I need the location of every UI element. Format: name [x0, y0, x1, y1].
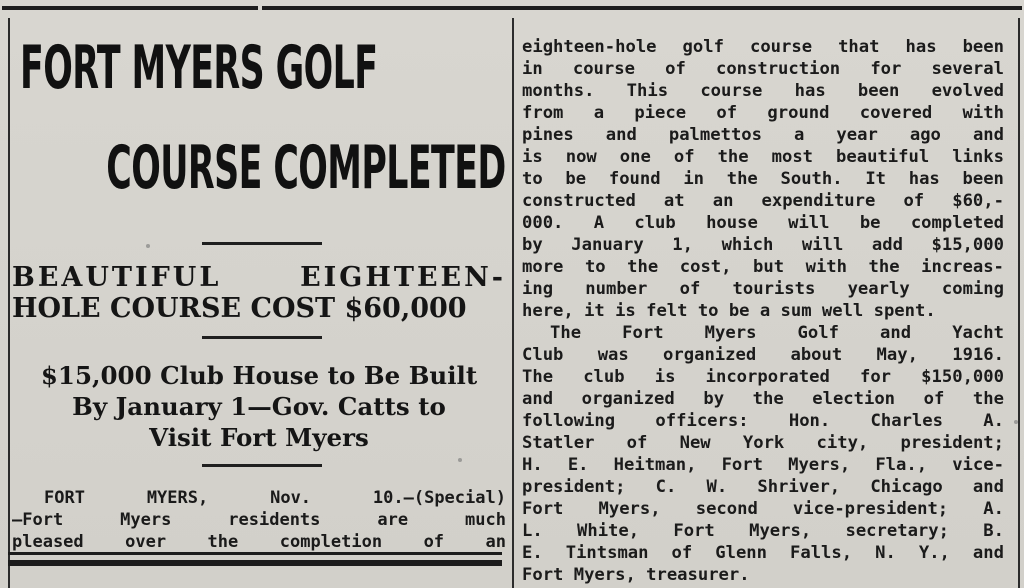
word: Y.,	[918, 543, 950, 563]
word: number	[585, 279, 648, 299]
word: and	[972, 125, 1004, 145]
word: piece	[634, 103, 687, 123]
word: Fort	[622, 323, 664, 343]
print-speck	[1014, 420, 1018, 424]
word: pleased	[12, 532, 84, 552]
word: C.	[655, 477, 677, 497]
word: are	[377, 510, 409, 530]
word: been	[962, 169, 1004, 189]
word: months.	[522, 81, 595, 101]
word: A.	[983, 499, 1004, 519]
word: Fort	[721, 455, 763, 475]
word: one	[619, 147, 651, 167]
word: The	[522, 367, 554, 387]
text-line	[522, 36, 1004, 58]
text-line	[522, 564, 1004, 586]
word: president;	[522, 477, 626, 497]
word: completed	[910, 213, 1004, 233]
word: an	[485, 532, 506, 552]
word: by	[703, 389, 725, 409]
word: palmettos	[668, 125, 762, 145]
word: Fort	[522, 565, 564, 585]
text-line	[522, 388, 1004, 410]
word: It	[865, 169, 887, 189]
word: Glenn	[715, 543, 767, 563]
top-rule-right	[262, 6, 1022, 10]
word: was	[597, 345, 629, 365]
word: of	[716, 103, 738, 123]
word: treasurer.	[646, 565, 750, 585]
text-line	[522, 410, 1004, 432]
word: cost,	[679, 257, 732, 277]
word: president;	[900, 433, 1004, 453]
word: a	[593, 103, 605, 123]
text-line	[522, 520, 1004, 542]
word: Charles	[870, 411, 943, 431]
word: has	[794, 81, 826, 101]
word: ground	[767, 103, 830, 123]
left-column	[12, 20, 506, 588]
word: following	[522, 411, 616, 431]
word: beautiful	[836, 147, 930, 167]
word: the	[972, 389, 1004, 409]
text-line	[522, 366, 1004, 388]
word: Yacht	[952, 323, 1004, 343]
column-divider	[512, 18, 514, 588]
word: Club	[522, 345, 564, 365]
word: covered	[859, 103, 933, 123]
word: vice-	[952, 455, 1004, 475]
word: course	[572, 59, 635, 79]
word: increas-	[921, 257, 1004, 277]
word: and	[880, 323, 912, 343]
word: to	[522, 169, 543, 189]
word: in	[683, 169, 705, 189]
word: much	[465, 510, 506, 530]
word: will	[788, 213, 830, 233]
word: has	[908, 169, 940, 189]
word: been	[962, 37, 1004, 57]
word: Shriver,	[757, 477, 841, 497]
word: Tintsman	[565, 543, 649, 563]
word: residents	[228, 510, 321, 530]
word: Hon.	[788, 411, 831, 431]
word: B.	[983, 521, 1004, 541]
word: be	[859, 213, 881, 233]
word: spent.	[873, 301, 936, 321]
word: most	[771, 147, 814, 167]
word: E.	[522, 543, 543, 563]
deck-line: HOLE COURSE COST $60,000	[12, 293, 467, 324]
deck-divider	[202, 336, 322, 339]
word: constructed	[522, 191, 636, 211]
word: from	[522, 103, 564, 123]
deck-line: $15,000 Club House to Be Built	[40, 361, 478, 390]
word: and	[972, 543, 1004, 563]
deck-divider	[202, 464, 322, 467]
text-line	[522, 190, 1004, 212]
word: of	[903, 191, 925, 211]
word: H.	[522, 455, 543, 475]
word: at	[663, 191, 685, 211]
word: vice-president;	[792, 499, 949, 519]
word: 000.	[522, 213, 564, 233]
word: incorporated	[705, 367, 830, 387]
text-line	[12, 487, 506, 509]
word: White,	[577, 521, 640, 541]
text-line	[522, 432, 1004, 454]
text-line	[522, 498, 1004, 520]
word: and	[605, 125, 637, 145]
bottom-rule	[8, 552, 502, 555]
word: A	[593, 213, 605, 233]
deck-word: BEAUTIFUL	[12, 262, 222, 293]
word: L.	[522, 521, 543, 541]
word: but	[753, 257, 785, 277]
word: with	[805, 257, 848, 277]
word: an	[712, 191, 734, 211]
word: Heitman,	[613, 455, 697, 475]
word: This	[626, 81, 669, 101]
article-lead	[12, 487, 506, 553]
text-line	[522, 344, 1004, 366]
word: Statler	[522, 433, 595, 453]
word: Myers	[120, 510, 172, 530]
text-line	[522, 300, 1004, 322]
word: officers:	[655, 411, 749, 431]
word: house	[706, 213, 758, 233]
word: ago	[909, 125, 941, 145]
text-line	[522, 58, 1004, 80]
word: been	[857, 81, 900, 101]
word: tourists	[732, 279, 816, 299]
word: golf	[682, 37, 724, 57]
text-line	[522, 80, 1004, 102]
word: the	[752, 389, 784, 409]
deck-word: EIGHTEEN-	[300, 262, 506, 293]
word: of	[626, 433, 648, 453]
word: which	[721, 235, 774, 255]
word: Fort	[522, 499, 564, 519]
subheadline-deck-1	[12, 262, 506, 324]
word: a	[759, 301, 771, 321]
word: and	[522, 389, 554, 409]
word: about	[790, 345, 843, 365]
word: FORT	[44, 488, 85, 508]
bottom-rule-thick	[8, 560, 502, 566]
word: Fort	[673, 521, 715, 541]
text-line	[522, 278, 1004, 300]
word: 10.—(Special)	[372, 488, 506, 508]
word: secretary;	[845, 521, 949, 541]
word: MYERS,	[146, 488, 209, 508]
subheadline-deck-2	[12, 360, 506, 453]
word: city,	[816, 433, 869, 453]
right-column	[522, 36, 1004, 586]
word: has	[905, 37, 937, 57]
text-line	[522, 102, 1004, 124]
text-line	[522, 256, 1004, 278]
word: eighteen-hole	[522, 37, 657, 57]
text-line	[522, 212, 1004, 234]
word: —Fort	[12, 510, 64, 530]
word: found	[608, 169, 661, 189]
word: course	[749, 37, 813, 57]
word: May,	[876, 345, 918, 365]
word: club	[583, 367, 625, 387]
word: year	[836, 125, 878, 145]
right-border-rule	[1018, 18, 1020, 588]
word: course	[700, 81, 763, 101]
word: of	[679, 279, 701, 299]
word: Myers,	[749, 521, 812, 541]
word: is	[522, 147, 543, 167]
word: second	[695, 499, 758, 519]
word: the	[717, 147, 749, 167]
article-paragraph-1	[522, 36, 1004, 322]
text-line	[522, 168, 1004, 190]
word: club	[634, 213, 676, 233]
word: The	[550, 323, 582, 343]
word: 1916.	[952, 345, 1004, 365]
text-line	[12, 509, 506, 531]
deck-line: Visit Fort Myers	[149, 423, 369, 452]
word: $150,000	[921, 367, 1004, 387]
word: a	[794, 125, 805, 145]
word: of	[923, 389, 945, 409]
word: A.	[983, 411, 1004, 431]
word: construction	[715, 59, 841, 79]
text-line	[522, 234, 1004, 256]
word: Fla.,	[875, 455, 928, 475]
word: January	[571, 235, 644, 255]
word: for	[859, 367, 892, 387]
word: of	[665, 59, 686, 79]
word: over	[125, 532, 167, 552]
word: add	[871, 235, 903, 255]
headline-line-2: COURSE COMPLETED	[106, 133, 506, 203]
word: that	[838, 37, 880, 57]
word: the	[726, 169, 758, 189]
word: to	[584, 257, 606, 277]
word: Falls,	[790, 543, 853, 563]
word: in	[522, 59, 543, 79]
word: well	[821, 301, 864, 321]
top-rule-left	[2, 6, 258, 10]
word: Nov.	[270, 488, 312, 508]
headline-line-1: FORT MYERS GOLF	[20, 33, 378, 103]
text-line	[522, 476, 1004, 498]
word: be	[728, 301, 750, 321]
word: several	[931, 59, 1004, 79]
word: the	[207, 532, 239, 552]
word: to	[697, 301, 719, 321]
word: Golf	[797, 323, 839, 343]
deck-line: By January 1—Gov. Catts to	[72, 392, 446, 421]
word: is	[654, 367, 676, 387]
word: be	[565, 169, 587, 189]
text-line	[12, 531, 506, 553]
word: yearly	[847, 279, 910, 299]
word: it	[584, 301, 605, 321]
word: New	[679, 433, 711, 453]
word: completion	[279, 532, 383, 552]
word: Myers,	[598, 499, 661, 519]
word: is	[615, 301, 636, 321]
word: coming	[941, 279, 1004, 299]
word: and	[972, 477, 1004, 497]
text-line	[522, 542, 1004, 564]
word: organized	[663, 345, 757, 365]
word: for	[870, 59, 902, 79]
word: N.	[875, 543, 896, 563]
word: organized	[581, 389, 675, 409]
word: $60,-	[952, 191, 1004, 211]
word: will	[801, 235, 844, 255]
word: the	[627, 257, 659, 277]
word: sum	[780, 301, 812, 321]
word: E.	[567, 455, 589, 475]
text-line	[522, 454, 1004, 476]
word: expenditure	[761, 191, 876, 211]
word: of	[673, 147, 695, 167]
word: more	[522, 257, 564, 277]
word: here,	[522, 301, 574, 321]
word: links	[952, 147, 1004, 167]
word: Myers	[704, 323, 757, 343]
word: by	[522, 235, 543, 255]
text-line	[522, 124, 1004, 146]
article-paragraph-2	[522, 322, 1004, 586]
word: of	[671, 543, 693, 563]
word: evolved	[931, 81, 1004, 101]
left-border-rule	[8, 18, 10, 588]
word: the	[868, 257, 900, 277]
word: $15,000	[931, 235, 1004, 255]
word: Myers,	[573, 565, 636, 585]
word: 1,	[672, 235, 693, 255]
text-line	[522, 146, 1004, 168]
headline-divider	[202, 242, 322, 245]
word: Myers,	[788, 455, 851, 475]
word: election	[812, 389, 896, 409]
word: Chicago	[870, 477, 943, 497]
word: now	[565, 147, 597, 167]
word: W.	[706, 477, 728, 497]
word: with	[962, 103, 1004, 123]
word: pines	[522, 125, 574, 145]
word: York	[742, 433, 785, 453]
word: of	[423, 532, 445, 552]
word: South.	[780, 169, 843, 189]
word: felt	[646, 301, 688, 321]
word: ing	[522, 279, 554, 299]
text-line	[522, 322, 1004, 344]
